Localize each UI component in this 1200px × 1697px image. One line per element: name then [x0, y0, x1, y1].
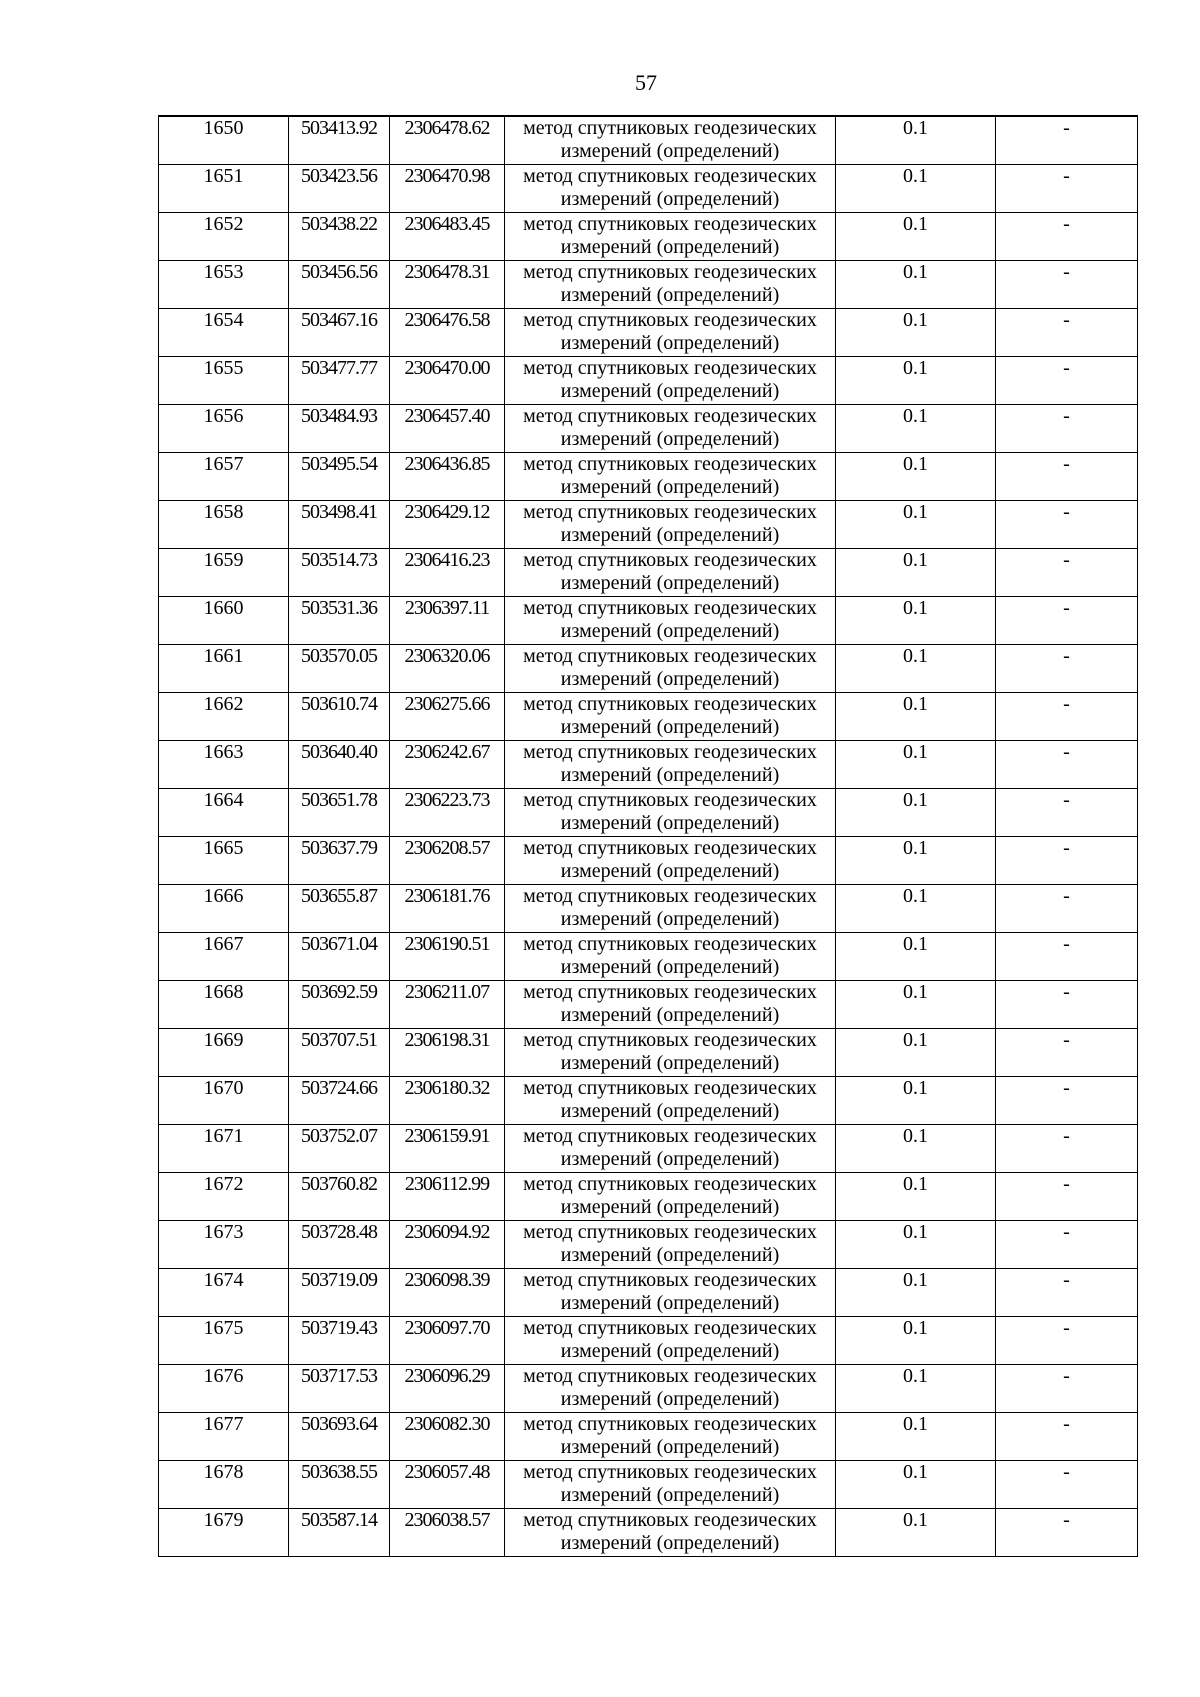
table-row: [159, 837, 1138, 885]
point-number-cell: 1650: [159, 116, 289, 165]
accuracy-cell: 0.1: [836, 213, 996, 261]
table-row: [159, 453, 1138, 501]
table-row: [159, 1269, 1138, 1317]
table-row: [159, 1173, 1138, 1221]
note-cell: -: [996, 1317, 1138, 1365]
note-cell: -: [996, 501, 1138, 549]
x-coordinate-cell: 503752.07: [289, 1125, 390, 1173]
y-coordinate-cell: 2306223.73: [390, 789, 505, 837]
point-number-cell: 1655: [159, 357, 289, 405]
point-number-cell: 1673: [159, 1221, 289, 1269]
note-cell: -: [996, 1365, 1138, 1413]
method-cell: метод спутниковых геодезических измерений (определений): [505, 1413, 836, 1461]
x-coordinate-cell: 503438.22: [289, 213, 390, 261]
note-cell: -: [996, 1461, 1138, 1509]
note-cell: -: [996, 597, 1138, 645]
point-number-cell: 1672: [159, 1173, 289, 1221]
table-row: [159, 1125, 1138, 1173]
method-cell: метод спутниковых геодезических измерений (определений): [505, 1269, 836, 1317]
accuracy-cell: 0.1: [836, 1173, 996, 1221]
coordinates-table: [158, 115, 1138, 1557]
point-number-cell: 1653: [159, 261, 289, 309]
accuracy-cell: 0.1: [836, 789, 996, 837]
note-cell: -: [996, 357, 1138, 405]
accuracy-cell: 0.1: [836, 1365, 996, 1413]
table-row: [159, 1461, 1138, 1509]
point-number-cell: 1677: [159, 1413, 289, 1461]
point-number-cell: 1657: [159, 453, 289, 501]
point-number-cell: 1671: [159, 1125, 289, 1173]
x-coordinate-cell: 503640.40: [289, 741, 390, 789]
note-cell: -: [996, 405, 1138, 453]
accuracy-cell: 0.1: [836, 1509, 996, 1557]
accuracy-cell: 0.1: [836, 645, 996, 693]
table-row: [159, 357, 1138, 405]
y-coordinate-cell: 2306159.91: [390, 1125, 505, 1173]
y-coordinate-cell: 2306416.23: [390, 549, 505, 597]
point-number-cell: 1661: [159, 645, 289, 693]
point-number-cell: 1668: [159, 981, 289, 1029]
accuracy-cell: 0.1: [836, 1461, 996, 1509]
accuracy-cell: 0.1: [836, 165, 996, 213]
accuracy-cell: 0.1: [836, 597, 996, 645]
y-coordinate-cell: 2306208.57: [390, 837, 505, 885]
note-cell: -: [996, 1269, 1138, 1317]
table-row: [159, 693, 1138, 741]
method-cell: метод спутниковых геодезических измерений (определений): [505, 885, 836, 933]
point-number-cell: 1656: [159, 405, 289, 453]
accuracy-cell: 0.1: [836, 405, 996, 453]
method-cell: метод спутниковых геодезических измерений (определений): [505, 981, 836, 1029]
accuracy-cell: 0.1: [836, 837, 996, 885]
note-cell: -: [996, 1173, 1138, 1221]
point-number-cell: 1675: [159, 1317, 289, 1365]
accuracy-cell: 0.1: [836, 1125, 996, 1173]
x-coordinate-cell: 503514.73: [289, 549, 390, 597]
method-cell: метод спутниковых геодезических измерений (определений): [505, 645, 836, 693]
accuracy-cell: 0.1: [836, 116, 996, 165]
x-coordinate-cell: 503638.55: [289, 1461, 390, 1509]
y-coordinate-cell: 2306436.85: [390, 453, 505, 501]
y-coordinate-cell: 2306082.30: [390, 1413, 505, 1461]
point-number-cell: 1665: [159, 837, 289, 885]
note-cell: -: [996, 1077, 1138, 1125]
table-row: [159, 1509, 1138, 1557]
method-cell: метод спутниковых геодезических измерений (определений): [505, 1317, 836, 1365]
method-cell: метод спутниковых геодезических измерений (определений): [505, 501, 836, 549]
x-coordinate-cell: 503456.56: [289, 261, 390, 309]
y-coordinate-cell: 2306476.58: [390, 309, 505, 357]
x-coordinate-cell: 503477.77: [289, 357, 390, 405]
method-cell: метод спутниковых геодезических измерений (определений): [505, 549, 836, 597]
note-cell: -: [996, 933, 1138, 981]
method-cell: метод спутниковых геодезических измерений (определений): [505, 1029, 836, 1077]
table-row: [159, 981, 1138, 1029]
table-row: [159, 1317, 1138, 1365]
y-coordinate-cell: 2306275.66: [390, 693, 505, 741]
note-cell: -: [996, 837, 1138, 885]
y-coordinate-cell: 2306098.39: [390, 1269, 505, 1317]
x-coordinate-cell: 503484.93: [289, 405, 390, 453]
note-cell: -: [996, 116, 1138, 165]
method-cell: метод спутниковых геодезических измерений (определений): [505, 741, 836, 789]
method-cell: метод спутниковых геодезических измерений (определений): [505, 693, 836, 741]
method-cell: метод спутниковых геодезических измерений (определений): [505, 837, 836, 885]
x-coordinate-cell: 503728.48: [289, 1221, 390, 1269]
method-cell: метод спутниковых геодезических измерений (определений): [505, 116, 836, 165]
accuracy-cell: 0.1: [836, 1413, 996, 1461]
point-number-cell: 1674: [159, 1269, 289, 1317]
y-coordinate-cell: 2306478.31: [390, 261, 505, 309]
method-cell: метод спутниковых геодезических измерений (определений): [505, 1173, 836, 1221]
point-number-cell: 1663: [159, 741, 289, 789]
method-cell: метод спутниковых геодезических измерений (определений): [505, 1509, 836, 1557]
note-cell: -: [996, 453, 1138, 501]
table-row: [159, 1029, 1138, 1077]
point-number-cell: 1666: [159, 885, 289, 933]
x-coordinate-cell: 503498.41: [289, 501, 390, 549]
x-coordinate-cell: 503587.14: [289, 1509, 390, 1557]
y-coordinate-cell: 2306038.57: [390, 1509, 505, 1557]
x-coordinate-cell: 503637.79: [289, 837, 390, 885]
note-cell: -: [996, 789, 1138, 837]
method-cell: метод спутниковых геодезических измерений (определений): [505, 789, 836, 837]
table-row: [159, 549, 1138, 597]
note-cell: -: [996, 309, 1138, 357]
accuracy-cell: 0.1: [836, 357, 996, 405]
y-coordinate-cell: 2306320.06: [390, 645, 505, 693]
y-coordinate-cell: 2306242.67: [390, 741, 505, 789]
method-cell: метод спутниковых геодезических измерений (определений): [505, 933, 836, 981]
x-coordinate-cell: 503610.74: [289, 693, 390, 741]
y-coordinate-cell: 2306470.98: [390, 165, 505, 213]
note-cell: -: [996, 1221, 1138, 1269]
accuracy-cell: 0.1: [836, 1077, 996, 1125]
accuracy-cell: 0.1: [836, 693, 996, 741]
table-row: [159, 645, 1138, 693]
y-coordinate-cell: 2306429.12: [390, 501, 505, 549]
y-coordinate-cell: 2306094.92: [390, 1221, 505, 1269]
table-row: [159, 1077, 1138, 1125]
accuracy-cell: 0.1: [836, 501, 996, 549]
x-coordinate-cell: 503724.66: [289, 1077, 390, 1125]
y-coordinate-cell: 2306181.76: [390, 885, 505, 933]
table-row: [159, 789, 1138, 837]
method-cell: метод спутниковых геодезических измерений (определений): [505, 405, 836, 453]
accuracy-cell: 0.1: [836, 1317, 996, 1365]
point-number-cell: 1670: [159, 1077, 289, 1125]
y-coordinate-cell: 2306190.51: [390, 933, 505, 981]
note-cell: -: [996, 1125, 1138, 1173]
x-coordinate-cell: 503495.54: [289, 453, 390, 501]
x-coordinate-cell: 503531.36: [289, 597, 390, 645]
point-number-cell: 1678: [159, 1461, 289, 1509]
method-cell: метод спутниковых геодезических измерений (определений): [505, 1125, 836, 1173]
y-coordinate-cell: 2306097.70: [390, 1317, 505, 1365]
page-number: 57: [635, 70, 657, 95]
accuracy-cell: 0.1: [836, 1029, 996, 1077]
y-coordinate-cell: 2306211.07: [390, 981, 505, 1029]
table-row: [159, 213, 1138, 261]
method-cell: метод спутниковых геодезических измерений (определений): [505, 261, 836, 309]
note-cell: -: [996, 549, 1138, 597]
point-number-cell: 1667: [159, 933, 289, 981]
accuracy-cell: 0.1: [836, 549, 996, 597]
accuracy-cell: 0.1: [836, 885, 996, 933]
y-coordinate-cell: 2306470.00: [390, 357, 505, 405]
point-number-cell: 1676: [159, 1365, 289, 1413]
x-coordinate-cell: 503467.16: [289, 309, 390, 357]
note-cell: -: [996, 1413, 1138, 1461]
x-coordinate-cell: 503655.87: [289, 885, 390, 933]
point-number-cell: 1658: [159, 501, 289, 549]
method-cell: метод спутниковых геодезических измерений (определений): [505, 453, 836, 501]
x-coordinate-cell: 503651.78: [289, 789, 390, 837]
x-coordinate-cell: 503707.51: [289, 1029, 390, 1077]
note-cell: -: [996, 981, 1138, 1029]
method-cell: метод спутниковых геодезических измерений (определений): [505, 213, 836, 261]
method-cell: метод спутниковых геодезических измерений (определений): [505, 357, 836, 405]
method-cell: метод спутниковых геодезических измерений (определений): [505, 597, 836, 645]
accuracy-cell: 0.1: [836, 309, 996, 357]
accuracy-cell: 0.1: [836, 261, 996, 309]
note-cell: -: [996, 885, 1138, 933]
table-row: [159, 1221, 1138, 1269]
note-cell: -: [996, 645, 1138, 693]
y-coordinate-cell: 2306180.32: [390, 1077, 505, 1125]
y-coordinate-cell: 2306457.40: [390, 405, 505, 453]
point-number-cell: 1652: [159, 213, 289, 261]
y-coordinate-cell: 2306096.29: [390, 1365, 505, 1413]
note-cell: -: [996, 741, 1138, 789]
table-row: [159, 165, 1138, 213]
accuracy-cell: 0.1: [836, 453, 996, 501]
y-coordinate-cell: 2306057.48: [390, 1461, 505, 1509]
note-cell: -: [996, 1509, 1138, 1557]
method-cell: метод спутниковых геодезических измерений (определений): [505, 1365, 836, 1413]
y-coordinate-cell: 2306112.99: [390, 1173, 505, 1221]
point-number-cell: 1664: [159, 789, 289, 837]
x-coordinate-cell: 503671.04: [289, 933, 390, 981]
note-cell: -: [996, 213, 1138, 261]
accuracy-cell: 0.1: [836, 981, 996, 1029]
x-coordinate-cell: 503570.05: [289, 645, 390, 693]
x-coordinate-cell: 503719.43: [289, 1317, 390, 1365]
accuracy-cell: 0.1: [836, 1269, 996, 1317]
table-row: [159, 933, 1138, 981]
x-coordinate-cell: 503717.53: [289, 1365, 390, 1413]
y-coordinate-cell: 2306483.45: [390, 213, 505, 261]
note-cell: -: [996, 261, 1138, 309]
coordinates-table-body: [159, 116, 1138, 1557]
table-row: [159, 405, 1138, 453]
table-row: [159, 261, 1138, 309]
point-number-cell: 1660: [159, 597, 289, 645]
table-row: [159, 1365, 1138, 1413]
x-coordinate-cell: 503423.56: [289, 165, 390, 213]
point-number-cell: 1651: [159, 165, 289, 213]
table-row: [159, 885, 1138, 933]
point-number-cell: 1662: [159, 693, 289, 741]
table-row: [159, 741, 1138, 789]
point-number-cell: 1654: [159, 309, 289, 357]
note-cell: -: [996, 693, 1138, 741]
x-coordinate-cell: 503413.92: [289, 116, 390, 165]
y-coordinate-cell: 2306478.62: [390, 116, 505, 165]
method-cell: метод спутниковых геодезических измерений (определений): [505, 1221, 836, 1269]
point-number-cell: 1669: [159, 1029, 289, 1077]
y-coordinate-cell: 2306397.11: [390, 597, 505, 645]
note-cell: -: [996, 165, 1138, 213]
x-coordinate-cell: 503692.59: [289, 981, 390, 1029]
method-cell: метод спутниковых геодезических измерений (определений): [505, 1461, 836, 1509]
accuracy-cell: 0.1: [836, 933, 996, 981]
table-row: [159, 116, 1138, 165]
y-coordinate-cell: 2306198.31: [390, 1029, 505, 1077]
accuracy-cell: 0.1: [836, 1221, 996, 1269]
table-row: [159, 1413, 1138, 1461]
table-row: [159, 309, 1138, 357]
method-cell: метод спутниковых геодезических измерений (определений): [505, 165, 836, 213]
note-cell: -: [996, 1029, 1138, 1077]
x-coordinate-cell: 503693.64: [289, 1413, 390, 1461]
x-coordinate-cell: 503719.09: [289, 1269, 390, 1317]
point-number-cell: 1679: [159, 1509, 289, 1557]
method-cell: метод спутниковых геодезических измерений (определений): [505, 309, 836, 357]
accuracy-cell: 0.1: [836, 741, 996, 789]
method-cell: метод спутниковых геодезических измерений (определений): [505, 1077, 836, 1125]
point-number-cell: 1659: [159, 549, 289, 597]
x-coordinate-cell: 503760.82: [289, 1173, 390, 1221]
table-row: [159, 501, 1138, 549]
table-row: [159, 597, 1138, 645]
